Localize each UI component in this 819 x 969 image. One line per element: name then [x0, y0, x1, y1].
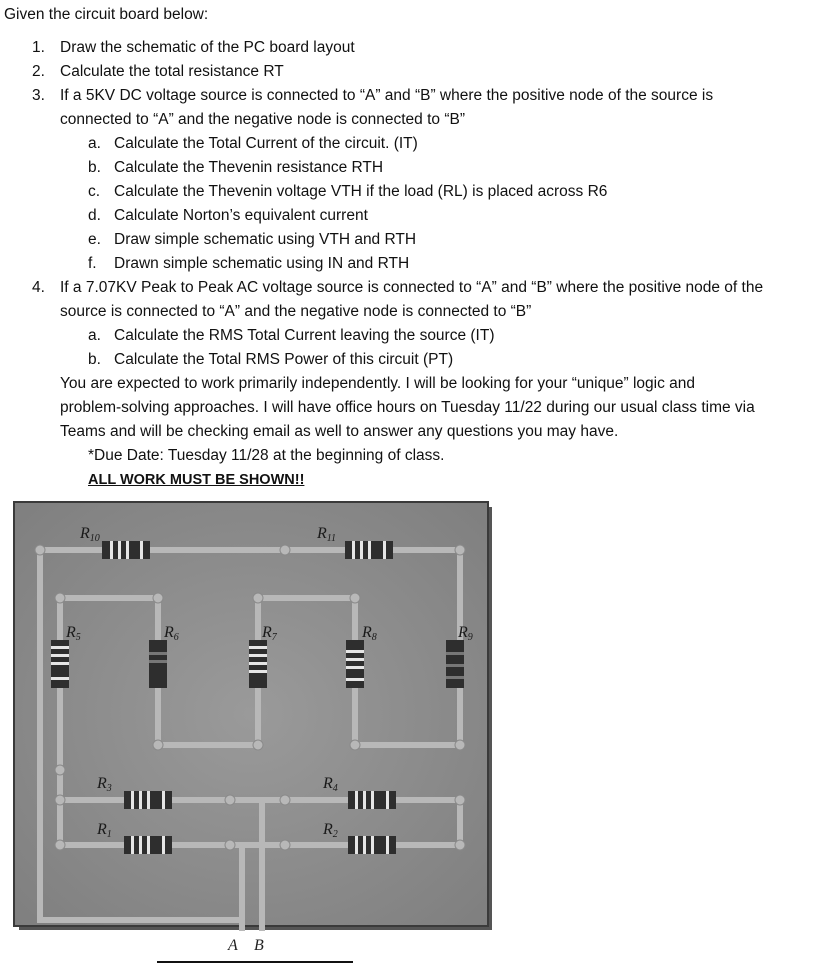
item-number: 2.: [32, 63, 45, 80]
label-r5: R5: [66, 624, 81, 643]
item-text-continued: connected to “A” and the negative node is connected to “B”: [60, 111, 465, 128]
label-r8: R8: [362, 624, 377, 643]
resistor-r5: [51, 640, 69, 688]
subitem-text: Calculate the Total Current of the circuit. (IT): [114, 135, 418, 152]
subitem-text: Drawn simple schematic using IN and RTH: [114, 255, 410, 272]
subitem-text: Calculate the Total RMS Power of this circuit (PT): [114, 351, 454, 368]
due-date: *Due Date: Tuesday 11/28 at the beginning of class.: [88, 447, 445, 464]
label-r4: R4: [323, 775, 338, 794]
note-line: problem-solving approaches. I will have office hours on Tuesday 11/22 during our usual class time via: [60, 399, 755, 416]
terminal-b-label: B: [254, 937, 264, 954]
label-r3: R3: [97, 775, 112, 794]
resistor-r4: [348, 791, 396, 809]
resistor-r10: [102, 541, 150, 559]
subitem-text: Calculate the RMS Total Current leaving the source (IT): [114, 327, 495, 344]
board-background: [14, 502, 488, 926]
resistor-r11: [345, 541, 393, 559]
subitem-letter: b.: [88, 351, 101, 368]
item-number: 1.: [32, 39, 45, 56]
item-text: If a 7.07KV Peak to Peak AC voltage source is connected to “A” and “B” where the positive node of the: [60, 279, 764, 296]
item-text: Draw the schematic of the PC board layout: [60, 39, 355, 56]
subitem-text: Calculate the Thevenin voltage VTH if the load (RL) is placed across R6: [114, 183, 608, 200]
label-r10: R10: [80, 525, 100, 544]
note-line: Teams and will be checking email as well to answer any questions you may have.: [60, 423, 619, 440]
subitem-text: Calculate the Thevenin resistance RTH: [114, 159, 384, 176]
item-text: Calculate the total resistance RT: [60, 63, 284, 80]
subitem-letter: b.: [88, 159, 101, 176]
label-r1: R1: [97, 821, 112, 840]
resistor-r9: [446, 640, 464, 688]
subitem-letter: a.: [88, 135, 101, 152]
subitem-letter: c.: [88, 183, 101, 200]
label-r2: R2: [323, 821, 338, 840]
item-text: If a 5KV DC voltage source is connected to “A” and “B” where the positive node of the source is: [60, 87, 714, 104]
subitem-letter: e.: [88, 231, 101, 248]
subitem-letter: d.: [88, 207, 101, 224]
label-r7: R7: [262, 624, 277, 643]
item-number: 4.: [32, 279, 45, 296]
label-r6: R6: [164, 624, 179, 643]
subitem-text: Calculate Norton’s equivalent current: [114, 207, 368, 224]
note-line: You are expected to work primarily independently. I will be looking for your “unique” logic and: [60, 375, 695, 392]
all-work-notice: ALL WORK MUST BE SHOWN!!: [88, 472, 305, 488]
intro-text: Given the circuit board below:: [4, 6, 209, 23]
subitem-text: Draw simple schematic using VTH and RTH: [114, 231, 417, 248]
terminal-a-label: A: [228, 937, 238, 954]
label-r11: R11: [317, 525, 337, 544]
resistor-r1: [124, 836, 172, 854]
resistor-r6: [149, 640, 167, 688]
subitem-letter: f.: [88, 255, 97, 272]
label-r9: R9: [458, 624, 473, 643]
resistor-r7: [249, 640, 267, 688]
resistor-r8: [346, 640, 364, 688]
item-number: 3.: [32, 87, 45, 104]
item-text-continued: source is connected to “A” and the negative node is connected to “B”: [60, 303, 532, 320]
subitem-letter: a.: [88, 327, 101, 344]
resistor-r2: [348, 836, 396, 854]
resistor-r3: [124, 791, 172, 809]
